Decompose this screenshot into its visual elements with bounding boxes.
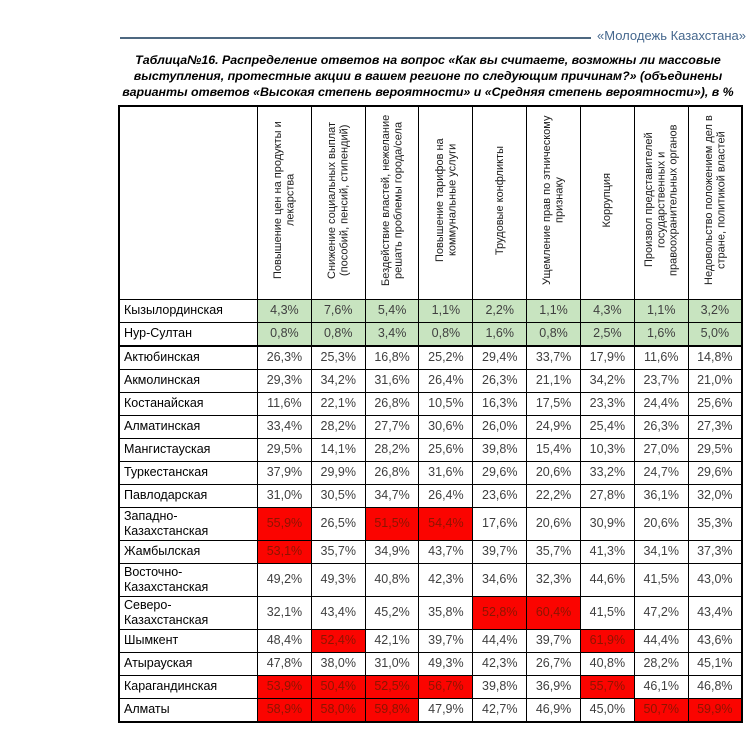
- table-row: [119, 346, 742, 370]
- table-row: [119, 415, 742, 438]
- value-cell: 35,7%: [311, 540, 365, 563]
- value-cell: 58,9%: [258, 698, 312, 722]
- header-row: [119, 106, 742, 300]
- value-cell: 49,2%: [258, 563, 312, 596]
- value-cell: 0,8%: [258, 322, 312, 346]
- value-cell: 61,9%: [580, 629, 634, 652]
- value-cell: 52,8%: [473, 596, 527, 629]
- region-cell: Актюбинская: [119, 346, 258, 370]
- value-cell: 55,7%: [580, 675, 634, 698]
- value-cell: 24,4%: [634, 392, 688, 415]
- value-cell: 45,2%: [365, 596, 419, 629]
- value-cell: 0,8%: [311, 322, 365, 346]
- value-cell: 28,2%: [634, 652, 688, 675]
- table-row: [119, 629, 742, 652]
- value-cell: 1,1%: [634, 299, 688, 322]
- value-cell: 17,6%: [473, 507, 527, 540]
- region-cell: Западно-Казахстанская: [119, 507, 258, 540]
- value-cell: 20,6%: [527, 461, 581, 484]
- value-cell: 47,9%: [419, 698, 473, 722]
- value-cell: 55,9%: [258, 507, 312, 540]
- value-cell: 24,9%: [527, 415, 581, 438]
- value-cell: 29,5%: [688, 438, 742, 461]
- column-header-label: Повышение тарифов на коммунальные услуги: [433, 138, 458, 262]
- value-cell: 34,2%: [311, 369, 365, 392]
- value-cell: 7,6%: [311, 299, 365, 322]
- column-header-3: [365, 106, 419, 300]
- value-cell: 41,5%: [634, 563, 688, 596]
- region-cell: Нур-Султан: [119, 322, 258, 346]
- column-header-7: [580, 106, 634, 300]
- value-cell: 50,4%: [311, 675, 365, 698]
- value-cell: 31,6%: [365, 369, 419, 392]
- value-cell: 53,9%: [258, 675, 312, 698]
- value-cell: 42,3%: [419, 563, 473, 596]
- value-cell: 34,2%: [580, 369, 634, 392]
- value-cell: 14,1%: [311, 438, 365, 461]
- value-cell: 37,9%: [258, 461, 312, 484]
- value-cell: 16,3%: [473, 392, 527, 415]
- value-cell: 36,1%: [634, 484, 688, 507]
- value-cell: 32,3%: [527, 563, 581, 596]
- value-cell: 44,6%: [580, 563, 634, 596]
- value-cell: 26,5%: [311, 507, 365, 540]
- region-cell: Шымкент: [119, 629, 258, 652]
- table-caption: Таблица№16. Распределение ответов на вопрос «Как вы считаете, возможны ли массовые выступления, протестные акции в вашем регионе по следующим причинам?» (объединены варианты ответов «Высокая степень вероятности» и «Средняя степень вероятности»), в %: [122, 53, 734, 99]
- value-cell: 17,9%: [580, 346, 634, 370]
- value-cell: 26,7%: [527, 652, 581, 675]
- value-cell: 4,3%: [258, 299, 312, 322]
- region-cell: Кызылординская: [119, 299, 258, 322]
- value-cell: 35,3%: [688, 507, 742, 540]
- column-header-label: Ущемление прав по этническому признаку: [541, 115, 566, 285]
- value-cell: 23,7%: [634, 369, 688, 392]
- value-cell: 34,7%: [365, 484, 419, 507]
- value-cell: 33,7%: [527, 346, 581, 370]
- value-cell: 42,7%: [473, 698, 527, 722]
- value-cell: 16,8%: [365, 346, 419, 370]
- value-cell: 10,5%: [419, 392, 473, 415]
- value-cell: 29,5%: [258, 438, 312, 461]
- column-header-6: [527, 106, 581, 300]
- region-cell: Мангистауская: [119, 438, 258, 461]
- value-cell: 28,2%: [311, 415, 365, 438]
- value-cell: 34,1%: [634, 540, 688, 563]
- region-cell: Алматы: [119, 698, 258, 722]
- value-cell: 26,3%: [634, 415, 688, 438]
- survey-table-header: [119, 106, 742, 300]
- region-cell: Атырауская: [119, 652, 258, 675]
- value-cell: 52,4%: [311, 629, 365, 652]
- value-cell: 35,7%: [527, 540, 581, 563]
- value-cell: 17,5%: [527, 392, 581, 415]
- column-header-label: Недовольство положением дел в стране, политикой властей: [702, 115, 727, 286]
- value-cell: 29,6%: [688, 461, 742, 484]
- value-cell: 43,4%: [311, 596, 365, 629]
- value-cell: 49,3%: [311, 563, 365, 596]
- table-row: [119, 675, 742, 698]
- value-cell: 47,8%: [258, 652, 312, 675]
- value-cell: 53,1%: [258, 540, 312, 563]
- value-cell: 40,8%: [580, 652, 634, 675]
- value-cell: 2,5%: [580, 322, 634, 346]
- value-cell: 26,3%: [473, 369, 527, 392]
- value-cell: 21,0%: [688, 369, 742, 392]
- value-cell: 3,4%: [365, 322, 419, 346]
- value-cell: 26,3%: [258, 346, 312, 370]
- value-cell: 38,0%: [311, 652, 365, 675]
- value-cell: 46,8%: [688, 675, 742, 698]
- column-header-label: Снижение социальных выплат (пособий, пенсий, стипендий): [325, 121, 351, 279]
- table-row: [119, 540, 742, 563]
- value-cell: 26,8%: [365, 461, 419, 484]
- table-row: [119, 563, 742, 596]
- value-cell: 45,0%: [580, 698, 634, 722]
- value-cell: 0,8%: [419, 322, 473, 346]
- value-cell: 27,7%: [365, 415, 419, 438]
- region-cell: Костанайская: [119, 392, 258, 415]
- column-header-5: [473, 106, 527, 300]
- value-cell: 30,5%: [311, 484, 365, 507]
- value-cell: 31,0%: [258, 484, 312, 507]
- value-cell: 11,6%: [634, 346, 688, 370]
- value-cell: 39,8%: [473, 438, 527, 461]
- value-cell: 3,2%: [688, 299, 742, 322]
- value-cell: 49,3%: [419, 652, 473, 675]
- column-header-4: [419, 106, 473, 300]
- survey-table-body: [119, 299, 742, 722]
- value-cell: 41,3%: [580, 540, 634, 563]
- value-cell: 39,7%: [419, 629, 473, 652]
- table-row: [119, 322, 742, 346]
- value-cell: 25,4%: [580, 415, 634, 438]
- running-header: [120, 28, 746, 43]
- value-cell: 45,1%: [688, 652, 742, 675]
- value-cell: 31,0%: [365, 652, 419, 675]
- value-cell: 2,2%: [473, 299, 527, 322]
- value-cell: 41,5%: [580, 596, 634, 629]
- column-header-2: [311, 106, 365, 300]
- value-cell: 44,4%: [634, 629, 688, 652]
- table-row: [119, 392, 742, 415]
- value-cell: 23,3%: [580, 392, 634, 415]
- value-cell: 27,0%: [634, 438, 688, 461]
- value-cell: 59,8%: [365, 698, 419, 722]
- value-cell: 10,3%: [580, 438, 634, 461]
- table-row: [119, 698, 742, 722]
- region-cell: Алматинская: [119, 415, 258, 438]
- value-cell: 39,7%: [473, 540, 527, 563]
- column-header-label: Коррупция: [601, 172, 614, 228]
- column-header-1: [258, 106, 312, 300]
- value-cell: 26,4%: [419, 369, 473, 392]
- value-cell: 50,7%: [634, 698, 688, 722]
- value-cell: 33,2%: [580, 461, 634, 484]
- value-cell: 34,6%: [473, 563, 527, 596]
- value-cell: 23,6%: [473, 484, 527, 507]
- value-cell: 14,8%: [688, 346, 742, 370]
- value-cell: 51,5%: [365, 507, 419, 540]
- value-cell: 36,9%: [527, 675, 581, 698]
- value-cell: 43,4%: [688, 596, 742, 629]
- region-cell: Акмолинская: [119, 369, 258, 392]
- value-cell: 39,8%: [473, 675, 527, 698]
- table-row: [119, 299, 742, 322]
- value-cell: 42,1%: [365, 629, 419, 652]
- value-cell: 60,4%: [527, 596, 581, 629]
- value-cell: 1,1%: [527, 299, 581, 322]
- value-cell: 21,1%: [527, 369, 581, 392]
- value-cell: 34,9%: [365, 540, 419, 563]
- value-cell: 22,1%: [311, 392, 365, 415]
- region-cell: Карагандинская: [119, 675, 258, 698]
- value-cell: 26,4%: [419, 484, 473, 507]
- value-cell: 31,6%: [419, 461, 473, 484]
- value-cell: 20,6%: [634, 507, 688, 540]
- value-cell: 29,9%: [311, 461, 365, 484]
- table-row: [119, 438, 742, 461]
- value-cell: 52,5%: [365, 675, 419, 698]
- region-cell: Северо-Казахстанская: [119, 596, 258, 629]
- header-rule-line: [120, 37, 591, 39]
- value-cell: 48,4%: [258, 629, 312, 652]
- value-cell: 35,8%: [419, 596, 473, 629]
- value-cell: 24,7%: [634, 461, 688, 484]
- region-cell: Восточно-Казахстанская: [119, 563, 258, 596]
- value-cell: 25,2%: [419, 346, 473, 370]
- value-cell: 37,3%: [688, 540, 742, 563]
- value-cell: 29,6%: [473, 461, 527, 484]
- value-cell: 40,8%: [365, 563, 419, 596]
- corner-cell: [119, 106, 258, 300]
- value-cell: 39,7%: [527, 629, 581, 652]
- value-cell: 25,3%: [311, 346, 365, 370]
- region-cell: Жамбылская: [119, 540, 258, 563]
- value-cell: 27,3%: [688, 415, 742, 438]
- value-cell: 5,0%: [688, 322, 742, 346]
- region-cell: Туркестанская: [119, 461, 258, 484]
- value-cell: 30,6%: [419, 415, 473, 438]
- document-page: [0, 28, 752, 723]
- value-cell: 43,6%: [688, 629, 742, 652]
- value-cell: 46,1%: [634, 675, 688, 698]
- value-cell: 25,6%: [419, 438, 473, 461]
- value-cell: 28,2%: [365, 438, 419, 461]
- column-header-label: Произвол представителей государственных и правоохранительных органов: [642, 124, 680, 276]
- value-cell: 46,9%: [527, 698, 581, 722]
- value-cell: 5,4%: [365, 299, 419, 322]
- value-cell: 43,0%: [688, 563, 742, 596]
- value-cell: 26,0%: [473, 415, 527, 438]
- value-cell: 30,9%: [580, 507, 634, 540]
- value-cell: 29,4%: [473, 346, 527, 370]
- value-cell: 47,2%: [634, 596, 688, 629]
- column-header-9: [688, 106, 742, 300]
- survey-table: [118, 105, 743, 723]
- value-cell: 32,1%: [258, 596, 312, 629]
- value-cell: 0,8%: [527, 322, 581, 346]
- value-cell: 32,0%: [688, 484, 742, 507]
- value-cell: 22,2%: [527, 484, 581, 507]
- column-header-label: Повышение цен на продукты и лекарства: [272, 121, 297, 279]
- journal-title: «Молодежь Казахстана»: [597, 28, 746, 43]
- value-cell: 20,6%: [527, 507, 581, 540]
- value-cell: 54,4%: [419, 507, 473, 540]
- value-cell: 56,7%: [419, 675, 473, 698]
- value-cell: 42,3%: [473, 652, 527, 675]
- value-cell: 29,3%: [258, 369, 312, 392]
- table-row: [119, 507, 742, 540]
- value-cell: 11,6%: [258, 392, 312, 415]
- value-cell: 33,4%: [258, 415, 312, 438]
- value-cell: 59,9%: [688, 698, 742, 722]
- table-row: [119, 652, 742, 675]
- column-header-label: Бездействие властей, нежелание решать проблемы города/села: [379, 114, 405, 286]
- value-cell: 26,8%: [365, 392, 419, 415]
- column-header-8: [634, 106, 688, 300]
- value-cell: 1,6%: [473, 322, 527, 346]
- value-cell: 15,4%: [527, 438, 581, 461]
- region-cell: Павлодарская: [119, 484, 258, 507]
- value-cell: 1,1%: [419, 299, 473, 322]
- value-cell: 27,8%: [580, 484, 634, 507]
- column-header-label: Трудовые конфликты: [493, 145, 506, 255]
- table-row: [119, 369, 742, 392]
- value-cell: 58,0%: [311, 698, 365, 722]
- value-cell: 44,4%: [473, 629, 527, 652]
- value-cell: 4,3%: [580, 299, 634, 322]
- table-row: [119, 461, 742, 484]
- value-cell: 1,6%: [634, 322, 688, 346]
- table-row: [119, 484, 742, 507]
- value-cell: 43,7%: [419, 540, 473, 563]
- value-cell: 25,6%: [688, 392, 742, 415]
- table-row: [119, 596, 742, 629]
